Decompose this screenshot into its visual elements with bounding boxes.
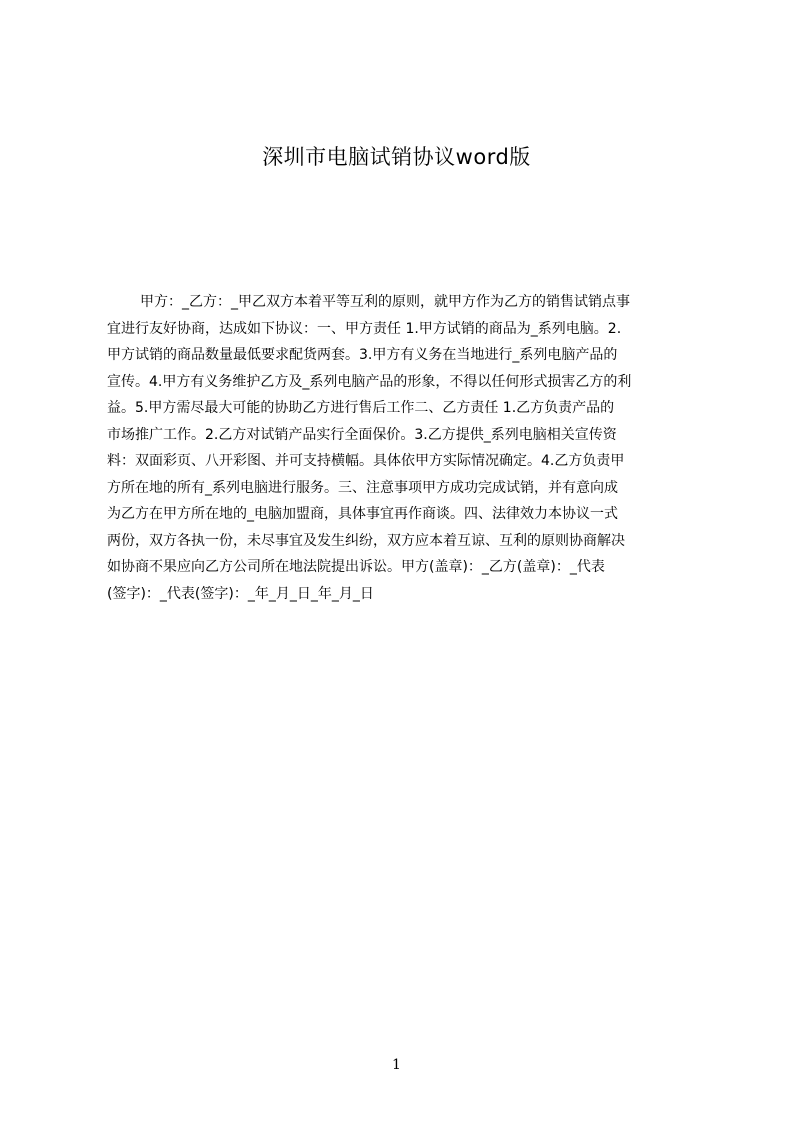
body-line-2: 宜进行友好协商，达成如下协议：一、甲方责任 1.甲方试销的商品为_系列电脑。2. [107, 320, 622, 337]
body-line-4: 宣传。4.甲方有义务维护乙方及_系列电脑产品的形象，不得以任何形式损害乙方的利 [107, 373, 632, 390]
body-line-7: 料：双面彩页、八开彩图、并可支持横幅。具体依甲方实际情况确定。4.乙方负责甲 [107, 453, 625, 469]
body-line-11: 如协商不果应向乙方公司所在地法院提出诉讼。甲方(盖章)：_乙方(盖章)：_代表 [107, 559, 605, 575]
body-line-8: 方所在地的所有_系列电脑进行服务。三、注意事项甲方成功完成试销，并有意向成 [107, 479, 618, 496]
body-line-10: 两份，双方各执一份，未尽事宜及发生纠纷，双方应本着互谅、互利的原则协商解决 [107, 532, 625, 549]
body-line-5: 益。5.甲方需尽最大可能的协助乙方进行售后工作二、乙方责任 1.乙方负责产品的 [107, 400, 615, 416]
body-line-3: 甲方试销的商品数量最低要求配货两套。3.甲方有义务在当地进行_系列电脑产品的 [107, 347, 618, 363]
body-line-9: 为乙方在甲方所在地的_电脑加盟商，具体事宜再作商谈。四、法律效力本协议一式 [107, 506, 618, 522]
body-line-6: 市场推广工作。2.乙方对试销产品实行全面保价。3.乙方提供_系列电脑相关宣传资 [107, 426, 617, 443]
body-line-12: (签字)：_代表(签字)：_年_月_日_年_月_日 [107, 585, 374, 602]
agreement-body [107, 289, 697, 619]
page-number: 1 [392, 1057, 401, 1073]
document-title: 深圳市电脑试销协议word版 [262, 145, 531, 169]
body-line-1: 甲方：_乙方：_甲乙双方本着平等互利的原则，就甲方作为乙方的销售试销点事 [140, 294, 630, 310]
